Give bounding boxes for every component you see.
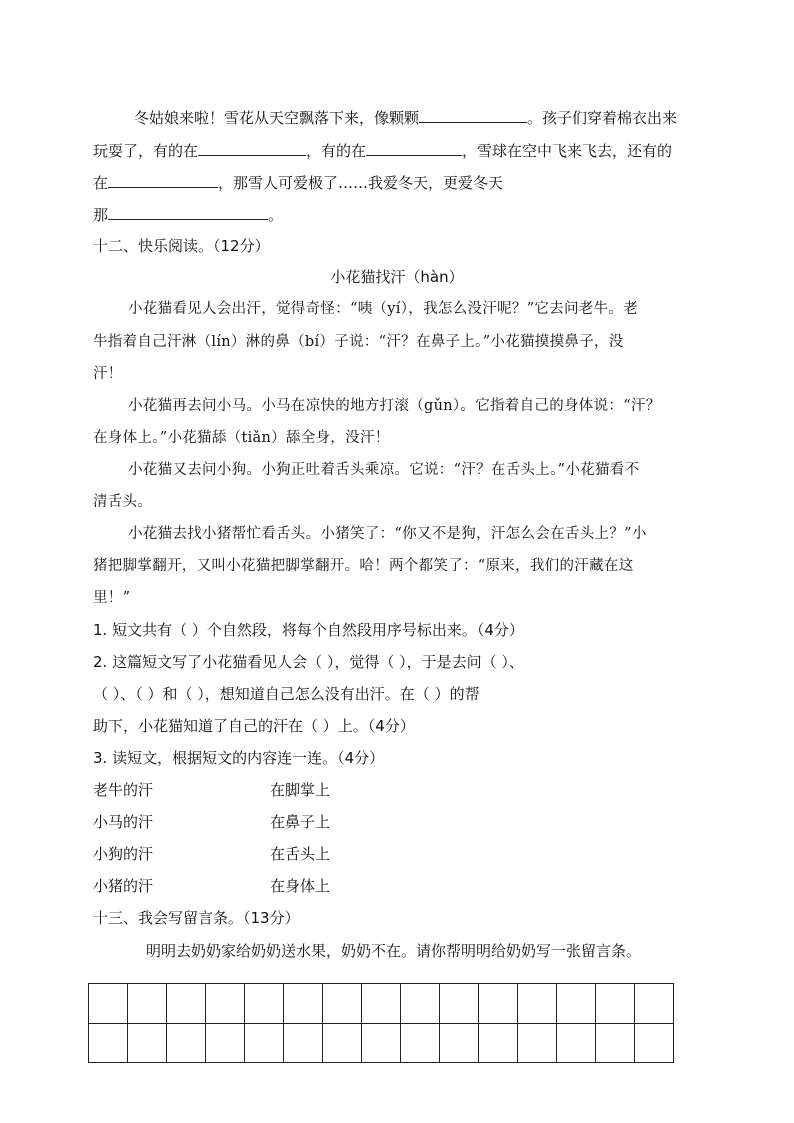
question-2-line-3: 助下，小花猫知道了自己的汗在（ ）上。（4分） bbox=[93, 717, 415, 735]
answer-blank[interactable] bbox=[108, 204, 268, 220]
question-3: 3. 读短文，根据短文的内容连一连。（4分） bbox=[93, 749, 385, 767]
section-13-instruction: 明明去奶奶家给奶奶送水果，奶奶不在。请你帮明明给奶奶写一张留言条。 bbox=[146, 942, 642, 960]
cloze-line-3 bbox=[93, 172, 503, 193]
section-13-heading: 十三、我会写留言条。（13分） bbox=[93, 909, 300, 927]
match-right-item[interactable]: 在舌头上 bbox=[270, 845, 331, 863]
grid-row bbox=[89, 984, 674, 1024]
grid-cell[interactable] bbox=[518, 1023, 557, 1063]
match-right-item[interactable]: 在身体上 bbox=[270, 877, 331, 895]
cloze-text: 。孩子们穿着棉衣出来 bbox=[527, 109, 678, 127]
cloze-text: ，那雪人可爱极了……我爱冬天，更爱冬天 bbox=[218, 174, 504, 192]
grid-cell[interactable] bbox=[128, 984, 167, 1024]
grid-cell[interactable] bbox=[440, 1023, 479, 1063]
grid-cell[interactable] bbox=[635, 1023, 674, 1063]
grid-cell[interactable] bbox=[206, 984, 245, 1024]
grid-cell[interactable] bbox=[323, 984, 362, 1024]
grid-row bbox=[89, 1023, 674, 1063]
grid-cell[interactable] bbox=[245, 1023, 284, 1063]
writing-grid[interactable] bbox=[88, 983, 674, 1063]
cloze-text: ，有的在 bbox=[306, 142, 367, 160]
story-line: 小花猫去找小猪帮忙看舌头。小猪笑了：“你又不是狗，汗怎么会在舌头上？”小 bbox=[128, 526, 647, 542]
question-2-line-2: （ ）、（ ）和（ ），想知道自己怎么没有出汗。在（ ）的帮 bbox=[93, 685, 480, 703]
grid-cell[interactable] bbox=[557, 984, 596, 1024]
cloze-line-4 bbox=[93, 204, 283, 225]
match-right-item[interactable]: 在鼻子上 bbox=[270, 813, 331, 831]
section-12-heading: 十二、快乐阅读。（12分） bbox=[93, 237, 270, 255]
story-line: 猪把脚掌翻开，又叫小花猫把脚掌翻开。哈！两个都笑了：“原来，我们的汗藏在这 bbox=[93, 558, 634, 574]
answer-blank[interactable] bbox=[419, 107, 527, 123]
grid-cell[interactable] bbox=[284, 984, 323, 1024]
grid-cell[interactable] bbox=[167, 1023, 206, 1063]
grid-cell[interactable] bbox=[518, 984, 557, 1024]
grid-cell[interactable] bbox=[401, 984, 440, 1024]
grid-cell[interactable] bbox=[89, 1023, 128, 1063]
grid-cell[interactable] bbox=[635, 984, 674, 1024]
grid-cell[interactable] bbox=[89, 984, 128, 1024]
story-line: 小花猫再去问小马。小马在凉快的地方打滚（gǔn）。它指着自己的身体说：“汗？ bbox=[128, 398, 661, 414]
story-line: 小花猫又去问小狗。小狗正吐着舌头乘凉。它说：“汗？在舌头上。”小花猫看不 bbox=[128, 462, 640, 478]
answer-blank[interactable] bbox=[108, 172, 218, 188]
answer-blank[interactable] bbox=[198, 140, 306, 156]
cloze-text: ，雪球在空中飞来飞去，还有的 bbox=[462, 142, 673, 160]
match-left-item[interactable]: 小猪的汗 bbox=[93, 877, 154, 895]
cloze-text: 。 bbox=[268, 206, 284, 224]
cloze-text: 在 bbox=[93, 174, 109, 192]
grid-cell[interactable] bbox=[284, 1023, 323, 1063]
match-right-item[interactable]: 在脚掌上 bbox=[270, 781, 331, 799]
grid-cell[interactable] bbox=[167, 984, 206, 1024]
match-left-item[interactable]: 小狗的汗 bbox=[93, 845, 154, 863]
grid-cell[interactable] bbox=[245, 984, 284, 1024]
grid-cell[interactable] bbox=[362, 1023, 401, 1063]
match-left-item[interactable]: 小马的汗 bbox=[93, 813, 154, 831]
cloze-text: 冬姑娘来啦！雪花从天空飘落下来，像颗颗 bbox=[134, 109, 420, 127]
grid-cell[interactable] bbox=[206, 1023, 245, 1063]
cloze-text: 那 bbox=[93, 206, 109, 224]
answer-blank[interactable] bbox=[366, 140, 462, 156]
grid-cell[interactable] bbox=[362, 984, 401, 1024]
grid-cell[interactable] bbox=[596, 1023, 635, 1063]
grid-cell[interactable] bbox=[440, 984, 479, 1024]
story-title: 小花猫找汗（hàn） bbox=[330, 268, 464, 286]
grid-cell[interactable] bbox=[401, 1023, 440, 1063]
story-line: 小花猫看见人会出汗，觉得奇怪：“咦（yí），我怎么没汗呢？”它去问老牛。老 bbox=[128, 301, 639, 317]
story-line: 牛指着自己汗淋（lín）淋的鼻（bí）子说：“汗？在鼻子上。”小花猫摸摸鼻子，没 bbox=[93, 334, 624, 350]
story-line: 在身体上。”小花猫舔（tiǎn）舔全身，没汗！ bbox=[93, 430, 390, 446]
story-line: 里！” bbox=[93, 590, 131, 606]
grid-cell[interactable] bbox=[323, 1023, 362, 1063]
grid-cell[interactable] bbox=[479, 984, 518, 1024]
cloze-line-2 bbox=[93, 140, 672, 161]
grid-cell[interactable] bbox=[557, 1023, 596, 1063]
match-left-item[interactable]: 老牛的汗 bbox=[93, 781, 154, 799]
grid-cell[interactable] bbox=[128, 1023, 167, 1063]
cloze-line-1 bbox=[134, 107, 677, 128]
story-line: 汗！ bbox=[93, 366, 123, 382]
cloze-text: 玩耍了，有的在 bbox=[93, 142, 199, 160]
grid-cell[interactable] bbox=[596, 984, 635, 1024]
question-1: 1. 短文共有（ ）个自然段，将每个自然段用序号标出来。（4分） bbox=[93, 621, 524, 639]
story-line: 清舌头。 bbox=[93, 494, 153, 510]
question-2-line-1: 2. 这篇短文写了小花猫看见人会（ ），觉得（ ），于是去问（ ）、 bbox=[93, 653, 524, 671]
grid-cell[interactable] bbox=[479, 1023, 518, 1063]
